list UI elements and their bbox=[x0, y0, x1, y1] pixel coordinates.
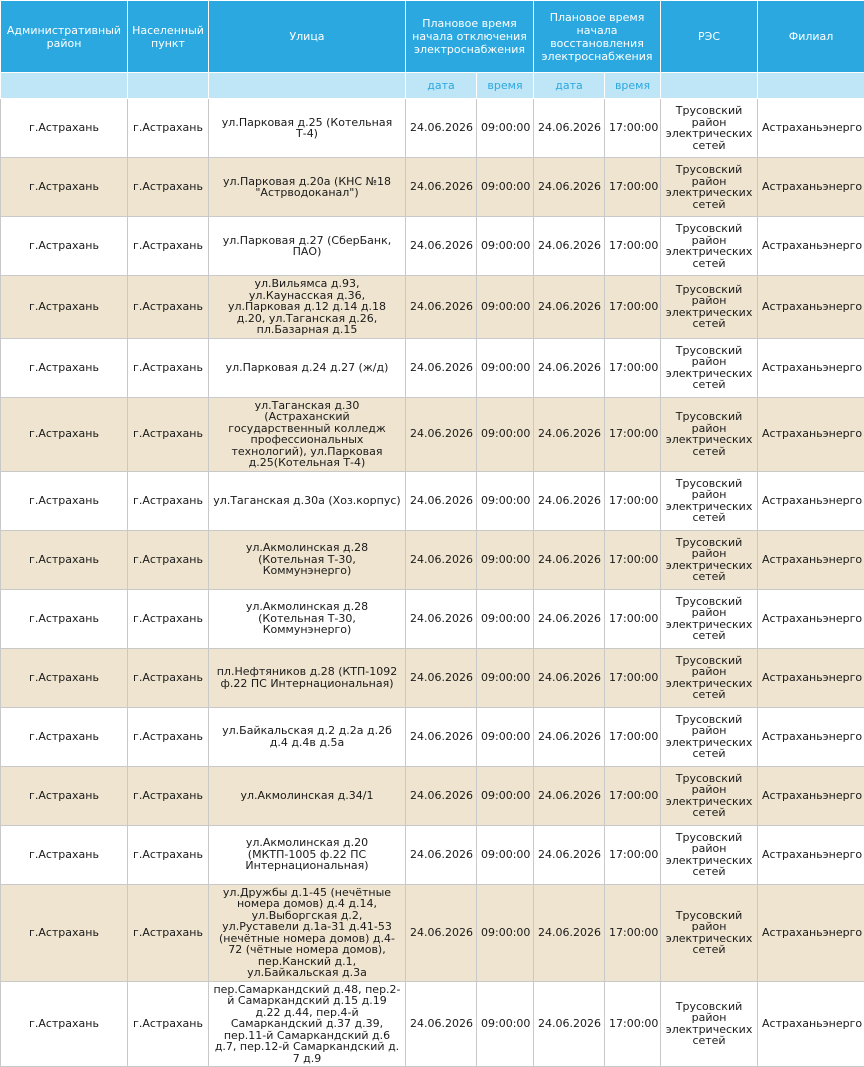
cell-off-date: 24.06.2026 bbox=[406, 158, 477, 217]
cell-off-time: 09:00:00 bbox=[477, 981, 534, 1067]
cell-on-date: 24.06.2026 bbox=[534, 158, 605, 217]
cell-off-time: 09:00:00 bbox=[477, 338, 534, 397]
cell-on-time: 17:00:00 bbox=[605, 217, 661, 276]
cell-district: г.Астрахань bbox=[1, 981, 128, 1067]
cell-on-time: 17:00:00 bbox=[605, 884, 661, 981]
cell-on-time: 17:00:00 bbox=[605, 338, 661, 397]
cell-settlement: г.Астрахань bbox=[128, 276, 209, 339]
cell-on-date: 24.06.2026 bbox=[534, 884, 605, 981]
cell-res: Трусовский район электрических сетей bbox=[661, 981, 758, 1067]
cell-off-date: 24.06.2026 bbox=[406, 648, 477, 707]
cell-district: г.Астрахань bbox=[1, 217, 128, 276]
cell-on-time: 17:00:00 bbox=[605, 981, 661, 1067]
cell-on-time: 17:00:00 bbox=[605, 99, 661, 158]
cell-branch: Астраханьэнерго bbox=[758, 276, 864, 339]
col-branch: Филиал bbox=[758, 1, 864, 73]
cell-off-time: 09:00:00 bbox=[477, 766, 534, 825]
cell-on-date: 24.06.2026 bbox=[534, 338, 605, 397]
cell-branch: Астраханьэнерго bbox=[758, 589, 864, 648]
cell-off-date: 24.06.2026 bbox=[406, 397, 477, 471]
cell-branch: Астраханьэнерго bbox=[758, 707, 864, 766]
table-row bbox=[1, 648, 864, 707]
cell-off-date: 24.06.2026 bbox=[406, 276, 477, 339]
cell-off-time: 09:00:00 bbox=[477, 471, 534, 530]
cell-district: г.Астрахань bbox=[1, 276, 128, 339]
cell-district: г.Астрахань bbox=[1, 707, 128, 766]
cell-settlement: г.Астрахань bbox=[128, 884, 209, 981]
table-row bbox=[1, 884, 864, 981]
col-street: Улица bbox=[209, 1, 406, 73]
table-row bbox=[1, 397, 864, 471]
subheader-off-time: время bbox=[477, 73, 534, 99]
cell-branch: Астраханьэнерго bbox=[758, 766, 864, 825]
cell-district: г.Астрахань bbox=[1, 99, 128, 158]
subheader-on-time: время bbox=[605, 73, 661, 99]
cell-res: Трусовский район электрических сетей bbox=[661, 825, 758, 884]
cell-settlement: г.Астрахань bbox=[128, 158, 209, 217]
subheader-blank bbox=[128, 73, 209, 99]
cell-off-date: 24.06.2026 bbox=[406, 981, 477, 1067]
cell-street: ул.Таганская д.30а (Хоз.корпус) bbox=[209, 471, 406, 530]
table-row bbox=[1, 471, 864, 530]
cell-off-date: 24.06.2026 bbox=[406, 217, 477, 276]
cell-district: г.Астрахань bbox=[1, 648, 128, 707]
cell-branch: Астраханьэнерго bbox=[758, 338, 864, 397]
cell-street: ул.Дружбы д.1-45 (нечётные номера домов) д.4 д.14, ул.Выборгская д.2, ул.Руставели д.1а-31 д.41-53 (нечётные номера домов) д.4-72 (чётные номера домов), пер.Канский д.1, ул.Байкальская д.3а bbox=[209, 884, 406, 981]
cell-res: Трусовский район электрических сетей bbox=[661, 217, 758, 276]
table-row bbox=[1, 766, 864, 825]
cell-off-time: 09:00:00 bbox=[477, 589, 534, 648]
cell-off-time: 09:00:00 bbox=[477, 825, 534, 884]
cell-res: Трусовский район электрических сетей bbox=[661, 648, 758, 707]
cell-off-time: 09:00:00 bbox=[477, 217, 534, 276]
cell-off-date: 24.06.2026 bbox=[406, 338, 477, 397]
cell-on-date: 24.06.2026 bbox=[534, 471, 605, 530]
cell-street: ул.Парковая д.20а (КНС №18 "Астрводоканал") bbox=[209, 158, 406, 217]
cell-branch: Астраханьэнерго bbox=[758, 648, 864, 707]
cell-settlement: г.Астрахань bbox=[128, 397, 209, 471]
table-row bbox=[1, 338, 864, 397]
subheader-blank bbox=[758, 73, 864, 99]
cell-on-date: 24.06.2026 bbox=[534, 825, 605, 884]
table-row bbox=[1, 825, 864, 884]
cell-res: Трусовский район электрических сетей bbox=[661, 530, 758, 589]
cell-off-time: 09:00:00 bbox=[477, 648, 534, 707]
cell-off-time: 09:00:00 bbox=[477, 158, 534, 217]
cell-on-date: 24.06.2026 bbox=[534, 99, 605, 158]
subheader-blank bbox=[209, 73, 406, 99]
cell-on-date: 24.06.2026 bbox=[534, 981, 605, 1067]
table-row bbox=[1, 276, 864, 339]
cell-on-date: 24.06.2026 bbox=[534, 648, 605, 707]
cell-settlement: г.Астрахань bbox=[128, 981, 209, 1067]
cell-on-time: 17:00:00 bbox=[605, 648, 661, 707]
cell-settlement: г.Астрахань bbox=[128, 589, 209, 648]
col-admin-district: Административный район bbox=[1, 1, 128, 73]
cell-res: Трусовский район электрических сетей bbox=[661, 338, 758, 397]
cell-street: ул.Таганская д.30 (Астраханский государственный колледж профессиональных технологий), ул.Парковая д.25(Котельная Т-4) bbox=[209, 397, 406, 471]
cell-settlement: г.Астрахань bbox=[128, 530, 209, 589]
cell-off-date: 24.06.2026 bbox=[406, 99, 477, 158]
cell-branch: Астраханьэнерго bbox=[758, 217, 864, 276]
cell-settlement: г.Астрахань bbox=[128, 648, 209, 707]
cell-off-date: 24.06.2026 bbox=[406, 471, 477, 530]
cell-off-time: 09:00:00 bbox=[477, 99, 534, 158]
cell-on-date: 24.06.2026 bbox=[534, 217, 605, 276]
cell-branch: Астраханьэнерго bbox=[758, 530, 864, 589]
cell-on-time: 17:00:00 bbox=[605, 589, 661, 648]
cell-street: ул.Акмолинская д.28 (Котельная Т-30, Коммунэнерго) bbox=[209, 530, 406, 589]
cell-district: г.Астрахань bbox=[1, 825, 128, 884]
cell-street: пл.Нефтяников д.28 (КТП-1092 ф.22 ПС Интернациональная) bbox=[209, 648, 406, 707]
col-planned-on: Плановое время начала восстановления электроснабжения bbox=[534, 1, 661, 73]
cell-settlement: г.Астрахань bbox=[128, 99, 209, 158]
cell-street: ул.Парковая д.24 д.27 (ж/д) bbox=[209, 338, 406, 397]
cell-res: Трусовский район электрических сетей bbox=[661, 397, 758, 471]
cell-off-date: 24.06.2026 bbox=[406, 766, 477, 825]
cell-street: ул.Акмолинская д.34/1 bbox=[209, 766, 406, 825]
cell-street: пер.Самаркандский д.48, пер.2-й Самаркандский д.15 д.19 д.22 д.44, пер.4-й Самаркандский д.37 д.39, пер.11-й Самаркандский д.6 д.7, пер.12-й Самаркандский д. 7 д.9 bbox=[209, 981, 406, 1067]
table-row bbox=[1, 589, 864, 648]
cell-branch: Астраханьэнерго bbox=[758, 158, 864, 217]
cell-on-time: 17:00:00 bbox=[605, 530, 661, 589]
cell-district: г.Астрахань bbox=[1, 397, 128, 471]
cell-settlement: г.Астрахань bbox=[128, 471, 209, 530]
cell-res: Трусовский район электрических сетей bbox=[661, 707, 758, 766]
cell-street: ул.Парковая д.25 (Котельная Т-4) bbox=[209, 99, 406, 158]
cell-res: Трусовский район электрических сетей bbox=[661, 589, 758, 648]
cell-district: г.Астрахань bbox=[1, 884, 128, 981]
cell-settlement: г.Астрахань bbox=[128, 825, 209, 884]
table-body bbox=[1, 99, 864, 1067]
cell-branch: Астраханьэнерго bbox=[758, 884, 864, 981]
subheader-blank bbox=[661, 73, 758, 99]
cell-on-date: 24.06.2026 bbox=[534, 397, 605, 471]
cell-settlement: г.Астрахань bbox=[128, 707, 209, 766]
cell-off-time: 09:00:00 bbox=[477, 707, 534, 766]
table-row bbox=[1, 158, 864, 217]
cell-on-time: 17:00:00 bbox=[605, 276, 661, 339]
cell-settlement: г.Астрахань bbox=[128, 338, 209, 397]
subheader-blank bbox=[1, 73, 128, 99]
col-planned-off: Плановое время начала отключения электроснабжения bbox=[406, 1, 534, 73]
cell-branch: Астраханьэнерго bbox=[758, 981, 864, 1067]
cell-off-time: 09:00:00 bbox=[477, 397, 534, 471]
table-row bbox=[1, 707, 864, 766]
cell-branch: Астраханьэнерго bbox=[758, 99, 864, 158]
cell-on-time: 17:00:00 bbox=[605, 825, 661, 884]
cell-district: г.Астрахань bbox=[1, 158, 128, 217]
cell-street: ул.Вильямса д.93, ул.Каунасская д.36, ул.Парковая д.12 д.14 д.18 д.20, ул.Таганская д.26, пл.Базарная д.15 bbox=[209, 276, 406, 339]
cell-on-date: 24.06.2026 bbox=[534, 766, 605, 825]
cell-on-date: 24.06.2026 bbox=[534, 276, 605, 339]
cell-off-date: 24.06.2026 bbox=[406, 707, 477, 766]
cell-off-time: 09:00:00 bbox=[477, 884, 534, 981]
cell-off-date: 24.06.2026 bbox=[406, 825, 477, 884]
cell-street: ул.Акмолинская д.28 (Котельная Т-30, Коммунэнерго) bbox=[209, 589, 406, 648]
cell-off-time: 09:00:00 bbox=[477, 276, 534, 339]
table-row bbox=[1, 99, 864, 158]
subheader-on-date: дата bbox=[534, 73, 605, 99]
cell-street: ул.Парковая д.27 (СберБанк, ПАО) bbox=[209, 217, 406, 276]
cell-branch: Астраханьэнерго bbox=[758, 397, 864, 471]
cell-branch: Астраханьэнерго bbox=[758, 471, 864, 530]
cell-res: Трусовский район электрических сетей bbox=[661, 884, 758, 981]
cell-on-time: 17:00:00 bbox=[605, 397, 661, 471]
cell-on-time: 17:00:00 bbox=[605, 707, 661, 766]
cell-off-date: 24.06.2026 bbox=[406, 530, 477, 589]
cell-on-date: 24.06.2026 bbox=[534, 589, 605, 648]
cell-on-date: 24.06.2026 bbox=[534, 530, 605, 589]
cell-district: г.Астрахань bbox=[1, 766, 128, 825]
cell-res: Трусовский район электрических сетей bbox=[661, 99, 758, 158]
cell-street: ул.Акмолинская д.20 (МКТП-1005 ф.22 ПС Интернациональная) bbox=[209, 825, 406, 884]
cell-district: г.Астрахань bbox=[1, 589, 128, 648]
cell-street: ул.Байкальская д.2 д.2а д.2б д.4 д.4в д.5а bbox=[209, 707, 406, 766]
cell-district: г.Астрахань bbox=[1, 530, 128, 589]
col-settlement: Населенный пункт bbox=[128, 1, 209, 73]
table-row bbox=[1, 530, 864, 589]
cell-off-date: 24.06.2026 bbox=[406, 589, 477, 648]
cell-off-time: 09:00:00 bbox=[477, 530, 534, 589]
cell-res: Трусовский район электрических сетей bbox=[661, 471, 758, 530]
cell-settlement: г.Астрахань bbox=[128, 217, 209, 276]
col-res: РЭС bbox=[661, 1, 758, 73]
cell-on-time: 17:00:00 bbox=[605, 158, 661, 217]
cell-off-date: 24.06.2026 bbox=[406, 884, 477, 981]
cell-on-date: 24.06.2026 bbox=[534, 707, 605, 766]
cell-district: г.Астрахань bbox=[1, 471, 128, 530]
cell-res: Трусовский район электрических сетей bbox=[661, 158, 758, 217]
cell-res: Трусовский район электрических сетей bbox=[661, 276, 758, 339]
cell-branch: Астраханьэнерго bbox=[758, 825, 864, 884]
cell-res: Трусовский район электрических сетей bbox=[661, 766, 758, 825]
subheader-off-date: дата bbox=[406, 73, 477, 99]
table-row bbox=[1, 217, 864, 276]
cell-settlement: г.Астрахань bbox=[128, 766, 209, 825]
cell-on-time: 17:00:00 bbox=[605, 471, 661, 530]
cell-district: г.Астрахань bbox=[1, 338, 128, 397]
cell-on-time: 17:00:00 bbox=[605, 766, 661, 825]
